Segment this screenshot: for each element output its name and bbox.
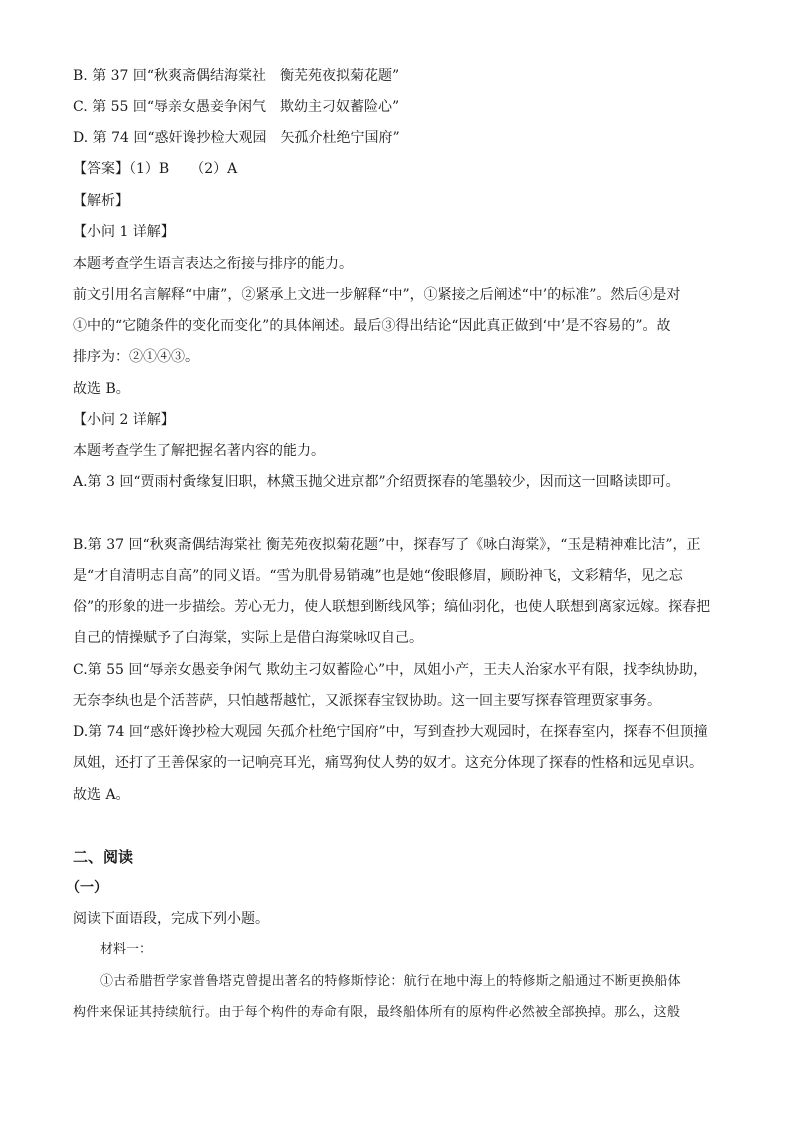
q2-line: 自己的情操赋予了白海棠，实际上是借白海棠咏叹自己。 [73,630,423,646]
q1-line: 前文引用名言解释“中庸”，②紧承上文进一步解释“中”，①紧接之后阐述“中’的标准”。然后④是对 [73,287,681,303]
q1-line: 本题考查学生语言表达之衔接与排序的能力。 [73,256,353,272]
q2-line: D.第 74 回“惑奸谗抄检大观园 矢孤介杜绝宁国府”中，写到查抄大观园时，在探春室内，探春不但顶撞 [73,724,708,740]
option-b: B. 第 37 回“秋爽斋偶结海棠社 衡芜苑夜拟菊花题” [73,68,400,84]
answer-value: （1）B （2）A [129,161,238,177]
q2-line: A.第 3 回“贾雨村夤缘复旧职，林黛玉抛父进京都”介绍贾探春的笔墨较少，因而这一回略读即可。 [73,474,680,490]
q1-line: 排序为：②①④③。 [73,349,199,365]
q2-line: 本题考查学生了解把握名著内容的能力。 [73,443,325,459]
material-line: 构件来保证其持续航行。由于每个构件的寿命有限，最终船体所有的原构件必然被全部换掉。那么，这般 [73,1005,681,1020]
material-line: ①古希腊哲学家普鲁塔克曾提出著名的特修斯悖论：航行在地中海上的特修斯之船通过不断更换船体 [100,974,681,989]
q2-line: 俗”的形象的进一步描绘。芳心无力，使人联想到断线风筝；缟仙羽化，也使人联想到离家远嫁。探春把 [73,599,711,615]
q2-line: 故选 A。 [73,787,130,803]
q2-line: C.第 55 回“辱亲女愚妾争闲气 欺幼主刁奴蓄险心”中，凤姐小产，王夫人治家水平有限，找李纨协助， [73,662,708,678]
material-label: 材料一： [100,942,153,957]
answer-line [73,159,237,179]
section-subtitle: （一） [66,880,108,896]
section-title: 二、阅读 [73,848,134,866]
answer-label: 【答案】 [73,161,129,177]
q2-line: 是“才自清明志自高”的同义语。“雪为肌骨易销魂”也是她“俊眼修眉，顾盼神飞，文彩精华，见之忘 [73,568,683,584]
q2-line: 无奈李纨也是个活菩萨，只怕越帮越忙，又派探春宝钗协助。这一回主要写探春管理贾家事务。 [73,693,661,709]
q2-heading: 【小问 2 详解】 [73,412,175,428]
section-instruction: 阅读下面语段，完成下列小题。 [73,911,269,927]
q2-line: 凤姐，还打了王善保家的一记响亮耳光，痛骂狗仗人势的奴才。这充分体现了探春的性格和远见卓识。 [73,755,703,771]
analysis-label: 【解析】 [73,193,129,209]
q1-line: ①中的“它随条件的变化而变化”的具体阐述。最后③得出结论“因此真正做到‘中’是不容易的”。故 [73,318,671,334]
q1-heading: 【小问 1 详解】 [73,224,175,240]
option-d: D. 第 74 回“惑奸谗抄检大观园 矢孤介杜绝宁国府” [73,130,400,146]
q2-line: B.第 37 回“秋爽斋偶结海棠社 衡芜苑夜拟菊花题”中，探春写了《咏白海棠》，“玉是精神难比洁”，正 [73,537,701,553]
option-c: C. 第 55 回“辱亲女愚妾争闲气 欺幼主刁奴蓄险心” [73,99,400,115]
q1-line: 故选 B。 [73,381,130,397]
